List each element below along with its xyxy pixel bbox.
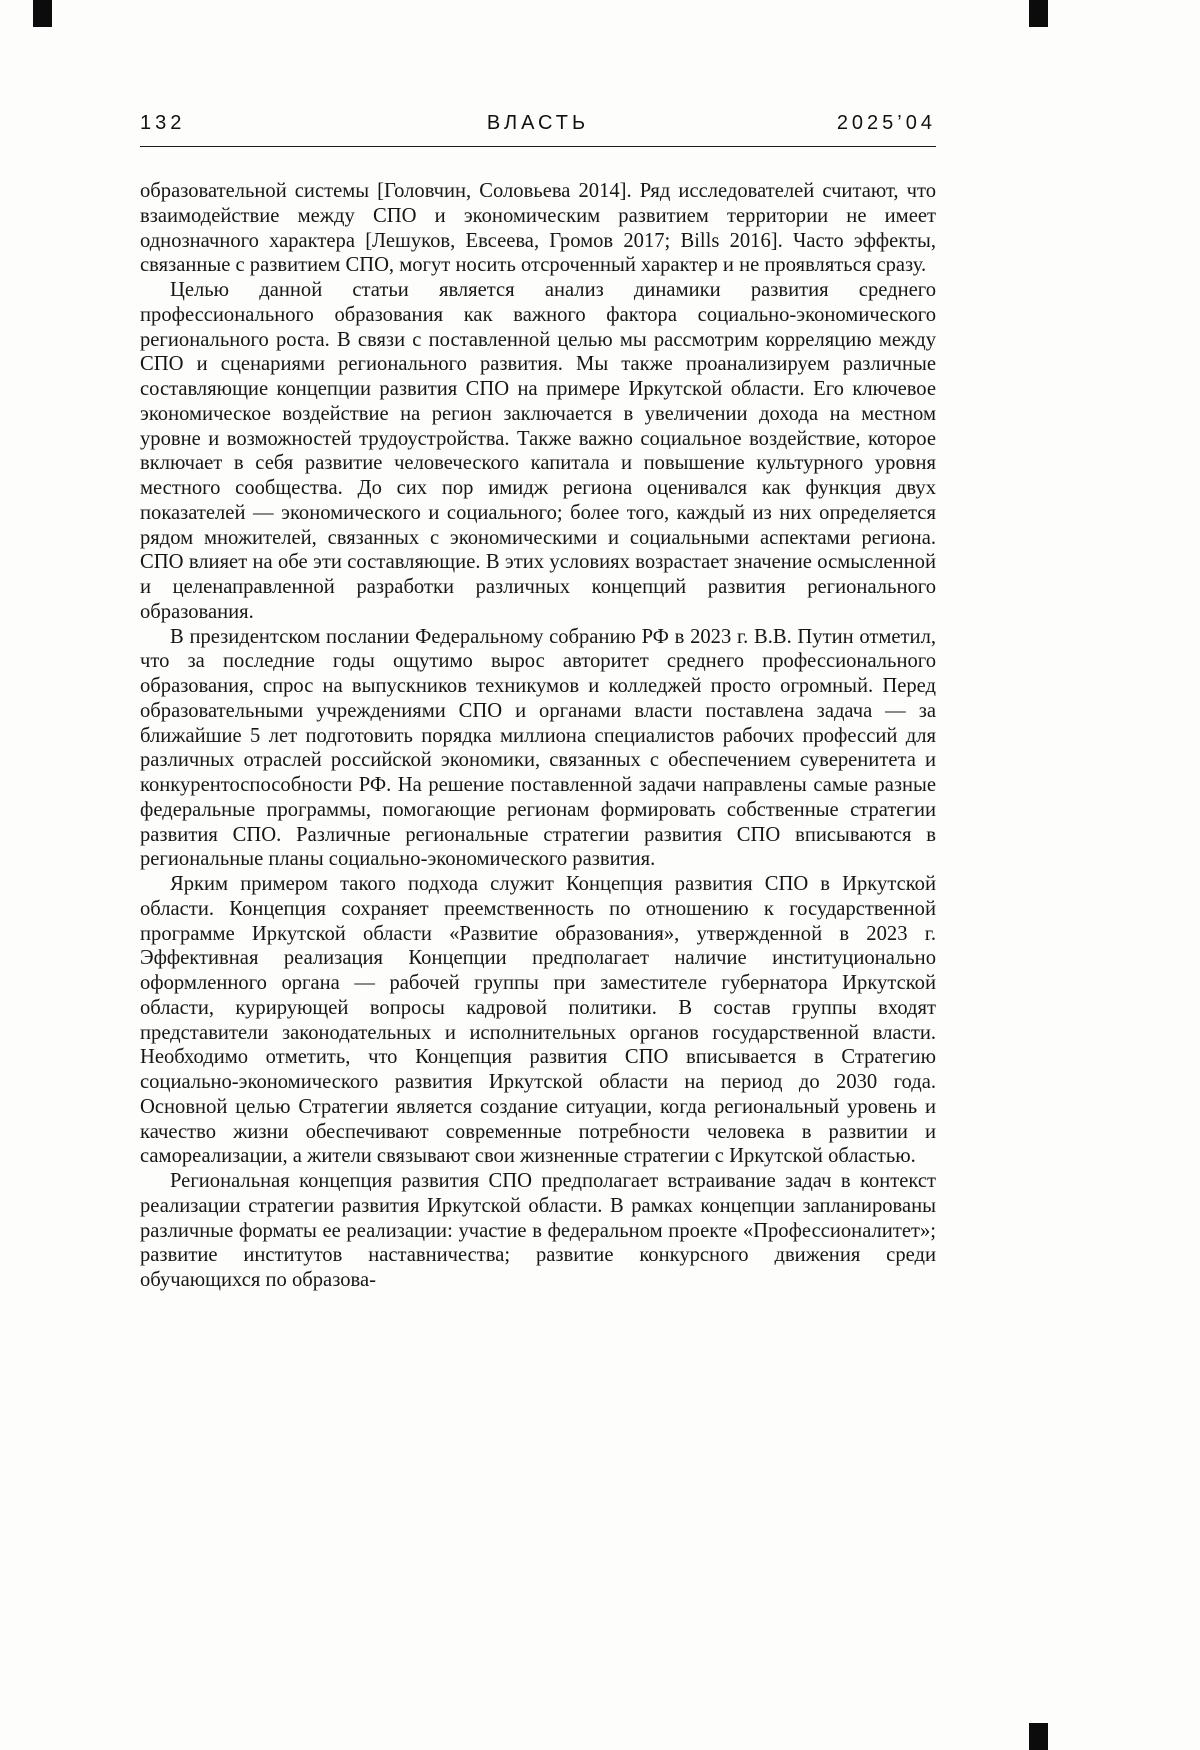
paragraph: В президентском послании Федеральному собранию РФ в 2023 г. В.В. Путин отметил, что за последние годы ощутимо вырос авторитет среднего профессионального образования, спрос на выпускников техникумов и колледжей просто огромный. Перед образовательными учреждениями СПО и органами власти поставлена задача — за ближайшие 5 лет подготовить порядка миллиона специалистов рабочих профессий для различных отраслей российской экономики, связанных с обеспечением суверенитета и конкурентоспособности РФ. На решение поставленной задачи направлены самые разные федеральные программы, помогающие регионам формировать собственные стратегии развития СПО. Различные региональные стратегии развития СПО вписываются в региональные планы социально-экономического развития.	[140, 625, 936, 871]
paragraph-continued: образовательной системы [Головчин, Соловьева 2014]. Ряд исследователей считают, что взаимодействие между СПО и экономическим развитием территории не имеет однозначного характера [Лешуков, Евсеева, Громов 2017; Bills 2016]. Часто эффекты, связанные с развитием СПО, могут носить отсроченный характер и не проявляться сразу.	[140, 180, 936, 277]
running-header	[140, 112, 936, 147]
issue-number: 2025’04	[836, 112, 936, 134]
page-number: 132	[140, 112, 186, 134]
crop-mark-top-right	[1029, 0, 1048, 27]
paragraph-incomplete: Региональная концепция развития СПО предполагает встраивание задач в контекст реализации стратегии развития Иркутской области. В рамках концепции запланированы различные форматы ее реализации: участие в федеральном проекте «Профессионалитет»; развитие институтов наставничества; развитие конкурсного движения среди обучающихся по образова-	[140, 1170, 936, 1291]
paragraph: Целью данной статьи является анализ динамики развития среднего профессионального образования как важного фактора социально-экономического регионального роста. В связи с поставленной целью мы рассмотрим корреляцию между СПО и сценариями регионального развития. Мы также проанализируем различные составляющие концепции развития СПО на примере Иркутской области. Его ключевое экономическое воздействие на регион заключается в увеличении дохода на местном уровне и возможностей трудоустройства. Также важно социальное воздействие, которое включает в себя развитие человеческого капитала и повышение культурного уровня местного сообщества. До сих пор имидж региона оценивался как функция двух показателей — экономического и социального; более того, каждый из них определяется рядом множителей, связанных с экономическими и социальными аспектами региона. СПО влияет на обе эти составляющие. В этих условиях возрастает значение осмысленной и целенаправленной разработки различных концепций развития регионального образования.	[140, 279, 936, 623]
journal-title: ВЛАСТЬ	[486, 112, 590, 134]
paragraph: Ярким примером такого подхода служит Концепция развития СПО в Иркутской области. Концепция сохраняет преемственность по отношению к государственной программе Иркутской области «Развитие образования», утвержденной в 2023 г. Эффективная реализация Концепции предполагает наличие институционально оформленного органа — рабочей группы при заместителе губернатора Иркутской области, курирующей вопросы кадровой политики. В состав группы входят представители законодательных и исполнительных органов государственной власти. Необходимо отметить, что Концепция развития СПО вписывается в Стратегию социально-экономического развития Иркутской области на период до 2030 года. Основной целью Стратегии является создание ситуации, когда региональный уровень и качество жизни обеспечивают современные потребности человека в развитии и самореализации, а жители связывают свои жизненные стратегии с Иркутской областью.	[140, 873, 936, 1168]
crop-mark-bottom-right	[1029, 1723, 1048, 1750]
crop-mark-top-left	[33, 0, 52, 27]
page-content	[140, 112, 936, 1293]
article-body	[140, 179, 936, 1293]
